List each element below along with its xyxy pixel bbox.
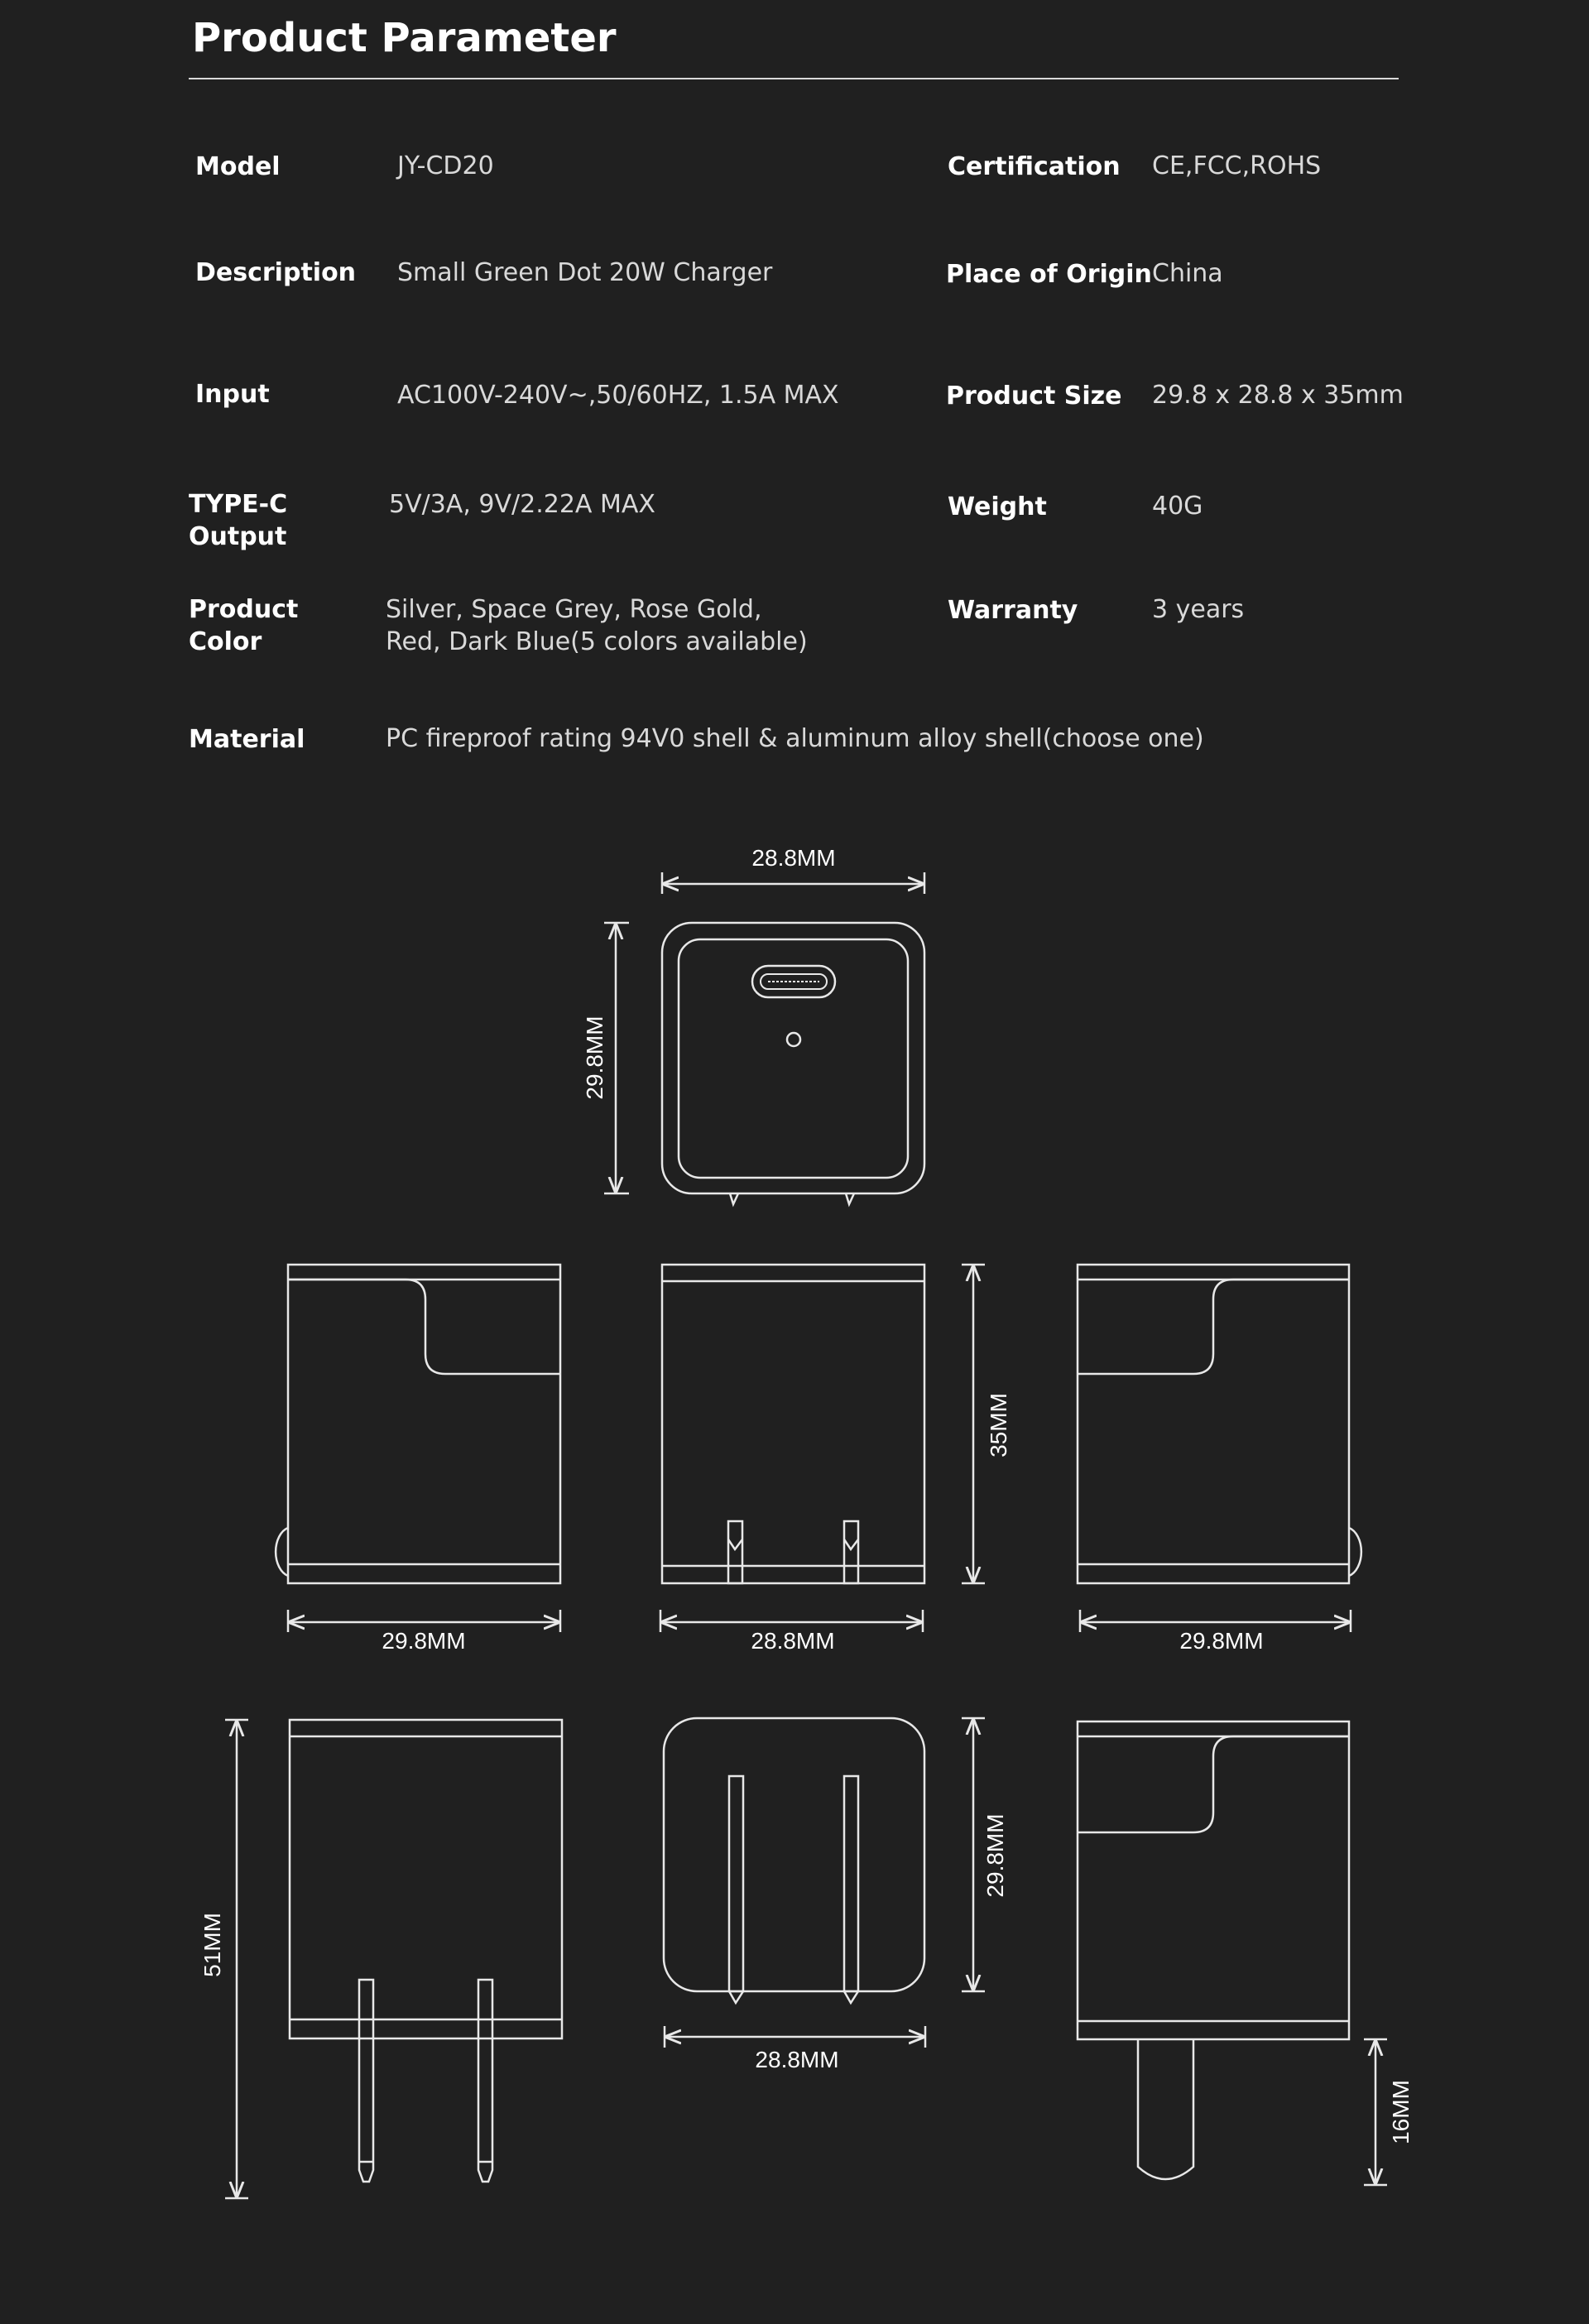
origin-value: China: [1152, 259, 1223, 288]
size-label: Product Size: [946, 382, 1122, 411]
page-title: Product Parameter: [192, 15, 617, 61]
typec-label-line2: Output: [189, 522, 287, 551]
certification-value: CE,FCC,ROHS: [1152, 151, 1322, 180]
back-height-label: 35MM: [986, 1393, 1011, 1457]
color-label-line2: Color: [189, 627, 262, 656]
front-view: [662, 923, 924, 1204]
back-view: [662, 1265, 924, 1583]
model-value: JY-CD20: [397, 151, 494, 180]
description-value: Small Green Dot 20W Charger: [397, 258, 773, 287]
origin-label: Place of Origin: [946, 260, 1152, 289]
weight-label: Weight: [948, 492, 1047, 521]
color-label-line1: Product: [189, 595, 299, 624]
color-value-line1: Silver, Space Grey, Rose Gold,: [386, 595, 762, 624]
plug-face-width-label: 28.8MM: [755, 2047, 839, 2072]
color-value-line2: Red, Dark Blue(5 colors available): [386, 627, 808, 656]
material-value: PC fireproof rating 94V0 shell & aluminum alloy shell(choose one): [386, 724, 1204, 753]
front-width-label: 28.8MM: [751, 845, 836, 871]
input-label: Input: [195, 380, 270, 409]
plug-face-view: [664, 1718, 924, 2003]
certification-label: Certification: [948, 152, 1121, 181]
extended-prong-view: [290, 1720, 562, 2182]
front-height-label: 29.8MM: [582, 1016, 607, 1100]
side-left-width-label: 29.8MM: [382, 1628, 466, 1654]
warranty-label: Warranty: [948, 596, 1078, 625]
material-label: Material: [189, 725, 305, 754]
right-side-view: [1078, 1265, 1361, 1583]
total-height-label: 51MM: [199, 1913, 225, 1977]
model-label: Model: [195, 152, 281, 181]
input-value: AC100V-240V~,50/60HZ, 1.5A MAX: [397, 381, 839, 410]
prong-length-label: 16MM: [1388, 2080, 1414, 2144]
plug-face-height-label: 29.8MM: [982, 1813, 1008, 1898]
typec-value: 5V/3A, 9V/2.22A MAX: [389, 490, 655, 519]
size-value: 29.8 x 28.8 x 35mm: [1152, 381, 1404, 410]
side-right-width-label: 29.8MM: [1179, 1628, 1264, 1654]
description-label: Description: [195, 258, 357, 287]
warranty-value: 3 years: [1152, 595, 1245, 624]
back-width-label: 28.8MM: [751, 1628, 835, 1654]
typec-label-line1: TYPE-C: [189, 490, 288, 519]
weight-value: 40G: [1152, 492, 1203, 521]
side-prong-view: [1078, 1721, 1349, 2179]
left-side-view: [276, 1265, 560, 1583]
